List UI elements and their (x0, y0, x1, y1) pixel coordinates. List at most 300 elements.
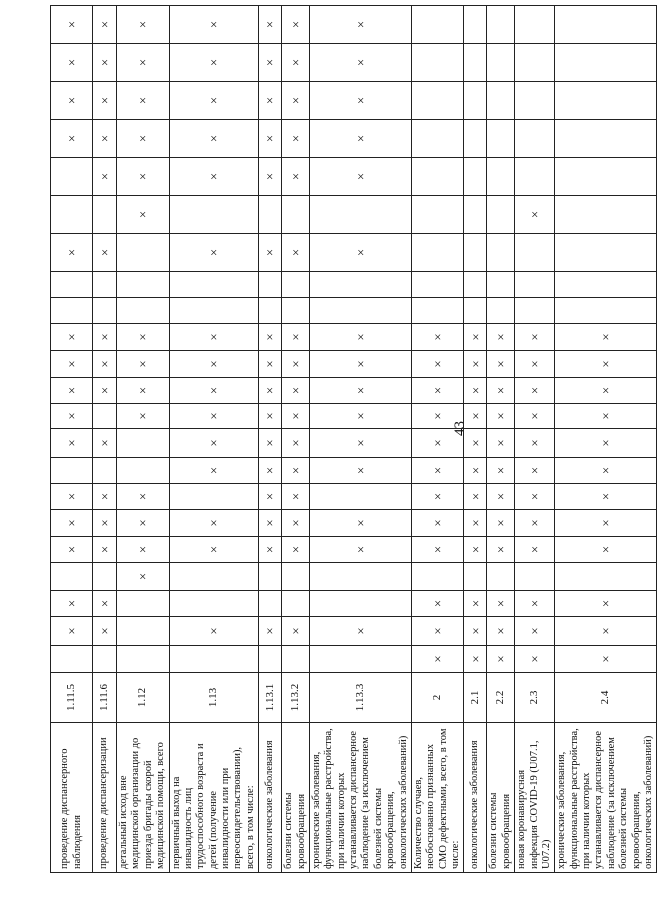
mark-cell: × (515, 378, 555, 404)
mark-cell: × (309, 458, 411, 484)
mark-cell: × (117, 563, 170, 591)
mark-cell (93, 404, 117, 429)
mark-cell (282, 196, 310, 234)
row-code: 1.13.2 (282, 673, 310, 723)
mark-cell: × (169, 324, 259, 351)
mark-cell: × (555, 351, 657, 378)
mark-cell: × (411, 404, 464, 429)
mark-cell: × (515, 484, 555, 510)
mark-cell: × (282, 378, 310, 404)
mark-cell (464, 272, 487, 298)
mark-cell (259, 646, 282, 673)
mark-cell: × (51, 404, 93, 429)
mark-cell: × (309, 429, 411, 458)
mark-cell: × (117, 6, 170, 44)
mark-cell: × (93, 617, 117, 646)
mark-cell: × (169, 617, 259, 646)
mark-cell: × (259, 82, 282, 120)
mark-cell (464, 234, 487, 272)
mark-cell (515, 6, 555, 44)
mark-cell: × (464, 617, 487, 646)
mark-cell: × (93, 537, 117, 563)
mark-cell: × (259, 6, 282, 44)
mark-cell (169, 563, 259, 591)
mark-cell (169, 196, 259, 234)
page-number: 43 (452, 421, 468, 436)
mark-cell: × (169, 351, 259, 378)
row-label: онкологические заболевания (259, 723, 282, 873)
mark-cell: × (51, 351, 93, 378)
mark-cell: × (487, 484, 515, 510)
mark-cell: × (51, 537, 93, 563)
row-code: 2.2 (487, 673, 515, 723)
mark-cell: × (515, 429, 555, 458)
mark-cell (117, 234, 170, 272)
mark-cell (555, 44, 657, 82)
mark-cell (555, 6, 657, 44)
mark-cell: × (282, 510, 310, 537)
row-code: 1.11.5 (51, 673, 93, 723)
mark-cell: × (515, 351, 555, 378)
mark-cell (309, 591, 411, 617)
mark-cell: × (464, 378, 487, 404)
row-code: 1.13.3 (309, 673, 411, 723)
mark-cell (555, 82, 657, 120)
mark-cell (93, 458, 117, 484)
mark-cell: × (411, 458, 464, 484)
mark-cell: × (51, 82, 93, 120)
mark-cell: × (515, 404, 555, 429)
mark-cell: × (259, 458, 282, 484)
mark-cell: × (487, 351, 515, 378)
mark-cell: × (309, 44, 411, 82)
mark-cell (117, 591, 170, 617)
mark-cell (487, 298, 515, 324)
mark-cell (464, 6, 487, 44)
row-label: проведение диспансеризации (93, 723, 117, 873)
mark-cell (51, 272, 93, 298)
mark-cell (117, 646, 170, 673)
mark-cell (515, 120, 555, 158)
mark-cell: × (93, 510, 117, 537)
mark-cell: × (117, 378, 170, 404)
table-row (411, 6, 464, 873)
mark-cell: × (555, 617, 657, 646)
mark-cell (117, 298, 170, 324)
mark-cell: × (93, 484, 117, 510)
mark-cell (282, 563, 310, 591)
mark-cell: × (93, 44, 117, 82)
mark-cell: × (487, 591, 515, 617)
mark-cell (282, 298, 310, 324)
mark-cell: × (464, 646, 487, 673)
mark-cell: × (411, 537, 464, 563)
row-code: 2.3 (515, 673, 555, 723)
mark-cell: × (282, 617, 310, 646)
mark-cell (515, 563, 555, 591)
mark-cell: × (117, 120, 170, 158)
mark-cell (464, 44, 487, 82)
mark-cell: × (309, 351, 411, 378)
mark-cell: × (309, 324, 411, 351)
row-label: новая коронавирусная инфекция COVID-19 (U07.1, U07.2) (515, 723, 555, 873)
table-row (93, 6, 117, 873)
mark-cell (487, 120, 515, 158)
mark-cell (555, 158, 657, 196)
row-label: болезни системы кровообращения (487, 723, 515, 873)
mark-cell: × (411, 617, 464, 646)
mark-cell: × (117, 324, 170, 351)
mark-cell: × (309, 82, 411, 120)
row-label: проведение диспансерного наблюдения (51, 723, 93, 873)
table-row (259, 6, 282, 873)
mark-cell: × (411, 324, 464, 351)
mark-cell: × (117, 44, 170, 82)
mark-cell (515, 44, 555, 82)
mark-cell (51, 158, 93, 196)
mark-cell (117, 272, 170, 298)
mark-cell: × (169, 378, 259, 404)
mark-cell: × (309, 234, 411, 272)
mark-cell: × (515, 591, 555, 617)
mark-cell (487, 6, 515, 44)
mark-cell: × (309, 404, 411, 429)
mark-cell: × (117, 484, 170, 510)
mark-cell: × (51, 591, 93, 617)
mark-cell: × (487, 537, 515, 563)
row-label: хронические заболевания, функциональные расстройства, при наличии которых устанавливается диспансерное наблюдение (за исключением болезней системы кровообращения, онкологических заболеваний) (309, 723, 411, 873)
mark-cell: × (487, 378, 515, 404)
mark-cell: × (555, 591, 657, 617)
table-body (51, 6, 657, 873)
mark-cell (555, 298, 657, 324)
mark-cell: × (282, 458, 310, 484)
mark-cell: × (259, 510, 282, 537)
mark-cell: × (555, 404, 657, 429)
mark-cell: × (282, 82, 310, 120)
mark-cell: × (51, 378, 93, 404)
mark-cell (117, 429, 170, 458)
mark-cell: × (259, 234, 282, 272)
mark-cell: × (555, 429, 657, 458)
mark-cell: × (309, 617, 411, 646)
mark-cell (555, 234, 657, 272)
mark-cell (411, 44, 464, 82)
mark-cell: × (93, 351, 117, 378)
mark-cell (259, 272, 282, 298)
mark-cell (282, 646, 310, 673)
mark-cell (411, 120, 464, 158)
mark-cell: × (117, 158, 170, 196)
mark-cell (487, 563, 515, 591)
mark-cell (51, 298, 93, 324)
mark-cell: × (555, 537, 657, 563)
mark-cell: × (93, 378, 117, 404)
mark-cell (93, 196, 117, 234)
mark-cell: × (555, 510, 657, 537)
mark-cell (411, 6, 464, 44)
mark-cell: × (93, 158, 117, 196)
mark-cell: × (282, 234, 310, 272)
mark-cell: × (169, 404, 259, 429)
mark-cell (309, 484, 411, 510)
mark-cell: × (487, 404, 515, 429)
table-row (51, 6, 93, 873)
mark-cell: × (282, 404, 310, 429)
mark-cell (555, 272, 657, 298)
mark-cell: × (93, 82, 117, 120)
mark-cell (169, 298, 259, 324)
mark-cell: × (169, 234, 259, 272)
mark-cell (515, 298, 555, 324)
table-row (169, 6, 259, 873)
mark-cell: × (411, 484, 464, 510)
mark-cell (51, 646, 93, 673)
mark-cell: × (169, 510, 259, 537)
mark-cell: × (515, 458, 555, 484)
mark-cell (464, 196, 487, 234)
mark-cell: × (282, 158, 310, 196)
mark-cell: × (259, 324, 282, 351)
row-label: первичный выход на инвалидность лиц трудоспособного возраста и детей (получение инвалидности или при переосвидетельствовании), всего, в том числе: (169, 723, 259, 873)
mark-cell (411, 196, 464, 234)
mark-cell (169, 484, 259, 510)
mark-cell: × (515, 617, 555, 646)
mark-cell: × (487, 429, 515, 458)
mark-cell: × (51, 234, 93, 272)
mark-cell: × (487, 510, 515, 537)
mark-cell: × (464, 351, 487, 378)
mark-cell: × (464, 484, 487, 510)
mark-cell: × (51, 617, 93, 646)
mark-cell: × (555, 646, 657, 673)
mark-cell: × (309, 378, 411, 404)
mark-cell: × (464, 537, 487, 563)
mark-cell: × (117, 404, 170, 429)
mark-cell (555, 196, 657, 234)
mark-cell: × (259, 404, 282, 429)
mark-cell (93, 563, 117, 591)
mark-cell: × (282, 120, 310, 158)
mark-cell: × (282, 429, 310, 458)
mark-cell (487, 196, 515, 234)
mark-cell: × (515, 324, 555, 351)
mark-cell: × (464, 324, 487, 351)
mark-cell: × (51, 484, 93, 510)
mark-cell: × (487, 646, 515, 673)
mark-cell: × (93, 591, 117, 617)
mark-cell: × (555, 484, 657, 510)
mark-cell: × (487, 617, 515, 646)
table-row (117, 6, 170, 873)
row-code: 1.12 (117, 673, 170, 723)
mark-cell: × (411, 378, 464, 404)
mark-cell: × (169, 158, 259, 196)
mark-cell: × (515, 646, 555, 673)
mark-cell: × (51, 324, 93, 351)
mark-cell (51, 196, 93, 234)
mark-cell: × (259, 429, 282, 458)
row-label: Количество случаев, необоснованно признанных СМО дефектными, всего, в том числе: (411, 723, 464, 873)
mark-cell: × (169, 120, 259, 158)
mark-cell: × (117, 510, 170, 537)
mark-cell: × (259, 120, 282, 158)
mark-cell: × (282, 537, 310, 563)
mark-cell (411, 82, 464, 120)
data-table (50, 5, 657, 873)
mark-cell (51, 458, 93, 484)
mark-cell: × (169, 82, 259, 120)
mark-cell: × (282, 44, 310, 82)
mark-cell (309, 563, 411, 591)
row-label: онкологические заболевания (464, 723, 487, 873)
mark-cell: × (51, 120, 93, 158)
mark-cell: × (93, 324, 117, 351)
mark-cell: × (51, 6, 93, 44)
row-code: 2.4 (555, 673, 657, 723)
mark-cell (93, 298, 117, 324)
mark-cell (515, 272, 555, 298)
mark-cell (555, 120, 657, 158)
row-code: 2 (411, 673, 464, 723)
mark-cell: × (51, 44, 93, 82)
mark-cell: × (93, 120, 117, 158)
mark-cell: × (282, 351, 310, 378)
mark-cell: × (117, 196, 170, 234)
mark-cell: × (309, 6, 411, 44)
mark-cell (411, 234, 464, 272)
mark-cell: × (93, 429, 117, 458)
mark-cell: × (309, 510, 411, 537)
mark-cell (309, 272, 411, 298)
mark-cell: × (515, 510, 555, 537)
mark-cell (259, 298, 282, 324)
mark-cell: × (93, 6, 117, 44)
mark-cell: × (487, 324, 515, 351)
mark-cell: × (169, 429, 259, 458)
mark-cell (515, 82, 555, 120)
mark-cell: × (555, 458, 657, 484)
mark-cell (487, 272, 515, 298)
mark-cell (309, 298, 411, 324)
mark-cell: × (282, 6, 310, 44)
mark-cell: × (464, 458, 487, 484)
mark-cell: × (259, 351, 282, 378)
table-row (309, 6, 411, 873)
row-code: 1.13.1 (259, 673, 282, 723)
mark-cell: × (555, 324, 657, 351)
mark-cell: × (555, 378, 657, 404)
mark-cell: × (169, 537, 259, 563)
mark-cell (309, 196, 411, 234)
mark-cell (169, 646, 259, 673)
mark-cell (555, 563, 657, 591)
mark-cell: × (411, 646, 464, 673)
mark-cell (487, 44, 515, 82)
mark-cell: × (169, 458, 259, 484)
mark-cell: × (51, 510, 93, 537)
mark-cell (487, 234, 515, 272)
mark-cell: × (259, 484, 282, 510)
rotated-table-container (50, 20, 654, 873)
mark-cell (117, 617, 170, 646)
mark-cell (464, 82, 487, 120)
mark-cell: × (515, 537, 555, 563)
mark-cell (411, 563, 464, 591)
mark-cell (515, 158, 555, 196)
mark-cell (259, 196, 282, 234)
mark-cell: × (309, 120, 411, 158)
mark-cell (464, 120, 487, 158)
mark-cell (169, 591, 259, 617)
row-label: болезни системы кровообращения (282, 723, 310, 873)
mark-cell: × (411, 591, 464, 617)
row-code: 1.11.6 (93, 673, 117, 723)
mark-cell (464, 158, 487, 196)
mark-cell: × (309, 537, 411, 563)
mark-cell: × (282, 324, 310, 351)
mark-cell: × (259, 44, 282, 82)
mark-cell (487, 82, 515, 120)
row-label: хронические заболевания, функциональные расстройства, при наличии которых устанавливается диспансерное наблюдение (за исключением болезней системы кровообращения, онкологических заболеваний) (555, 723, 657, 873)
mark-cell (117, 458, 170, 484)
mark-cell (411, 272, 464, 298)
mark-cell (93, 272, 117, 298)
mark-cell: × (411, 429, 464, 458)
mark-cell: × (282, 484, 310, 510)
table-row (555, 6, 657, 873)
mark-cell: × (259, 378, 282, 404)
mark-cell (464, 298, 487, 324)
mark-cell (93, 646, 117, 673)
table-row (282, 6, 310, 873)
mark-cell (282, 272, 310, 298)
mark-cell: × (464, 510, 487, 537)
mark-cell (464, 563, 487, 591)
mark-cell: × (169, 44, 259, 82)
mark-cell: × (464, 404, 487, 429)
mark-cell: × (93, 234, 117, 272)
mark-cell (487, 158, 515, 196)
mark-cell (515, 234, 555, 272)
table-row (464, 6, 487, 873)
mark-cell: × (117, 537, 170, 563)
table-row (487, 6, 515, 873)
mark-cell: × (411, 510, 464, 537)
mark-cell (282, 591, 310, 617)
mark-cell: × (259, 537, 282, 563)
mark-cell (51, 563, 93, 591)
mark-cell: × (515, 196, 555, 234)
mark-cell (411, 298, 464, 324)
mark-cell (309, 646, 411, 673)
mark-cell: × (169, 6, 259, 44)
mark-cell (259, 563, 282, 591)
mark-cell: × (411, 351, 464, 378)
mark-cell: × (51, 429, 93, 458)
row-code: 1.13 (169, 673, 259, 723)
table-row (515, 6, 555, 873)
mark-cell: × (464, 591, 487, 617)
mark-cell (411, 158, 464, 196)
row-code: 2.1 (464, 673, 487, 723)
mark-cell: × (117, 351, 170, 378)
mark-cell: × (464, 429, 487, 458)
mark-cell (259, 591, 282, 617)
mark-cell: × (309, 158, 411, 196)
mark-cell (169, 272, 259, 298)
mark-cell: × (259, 617, 282, 646)
